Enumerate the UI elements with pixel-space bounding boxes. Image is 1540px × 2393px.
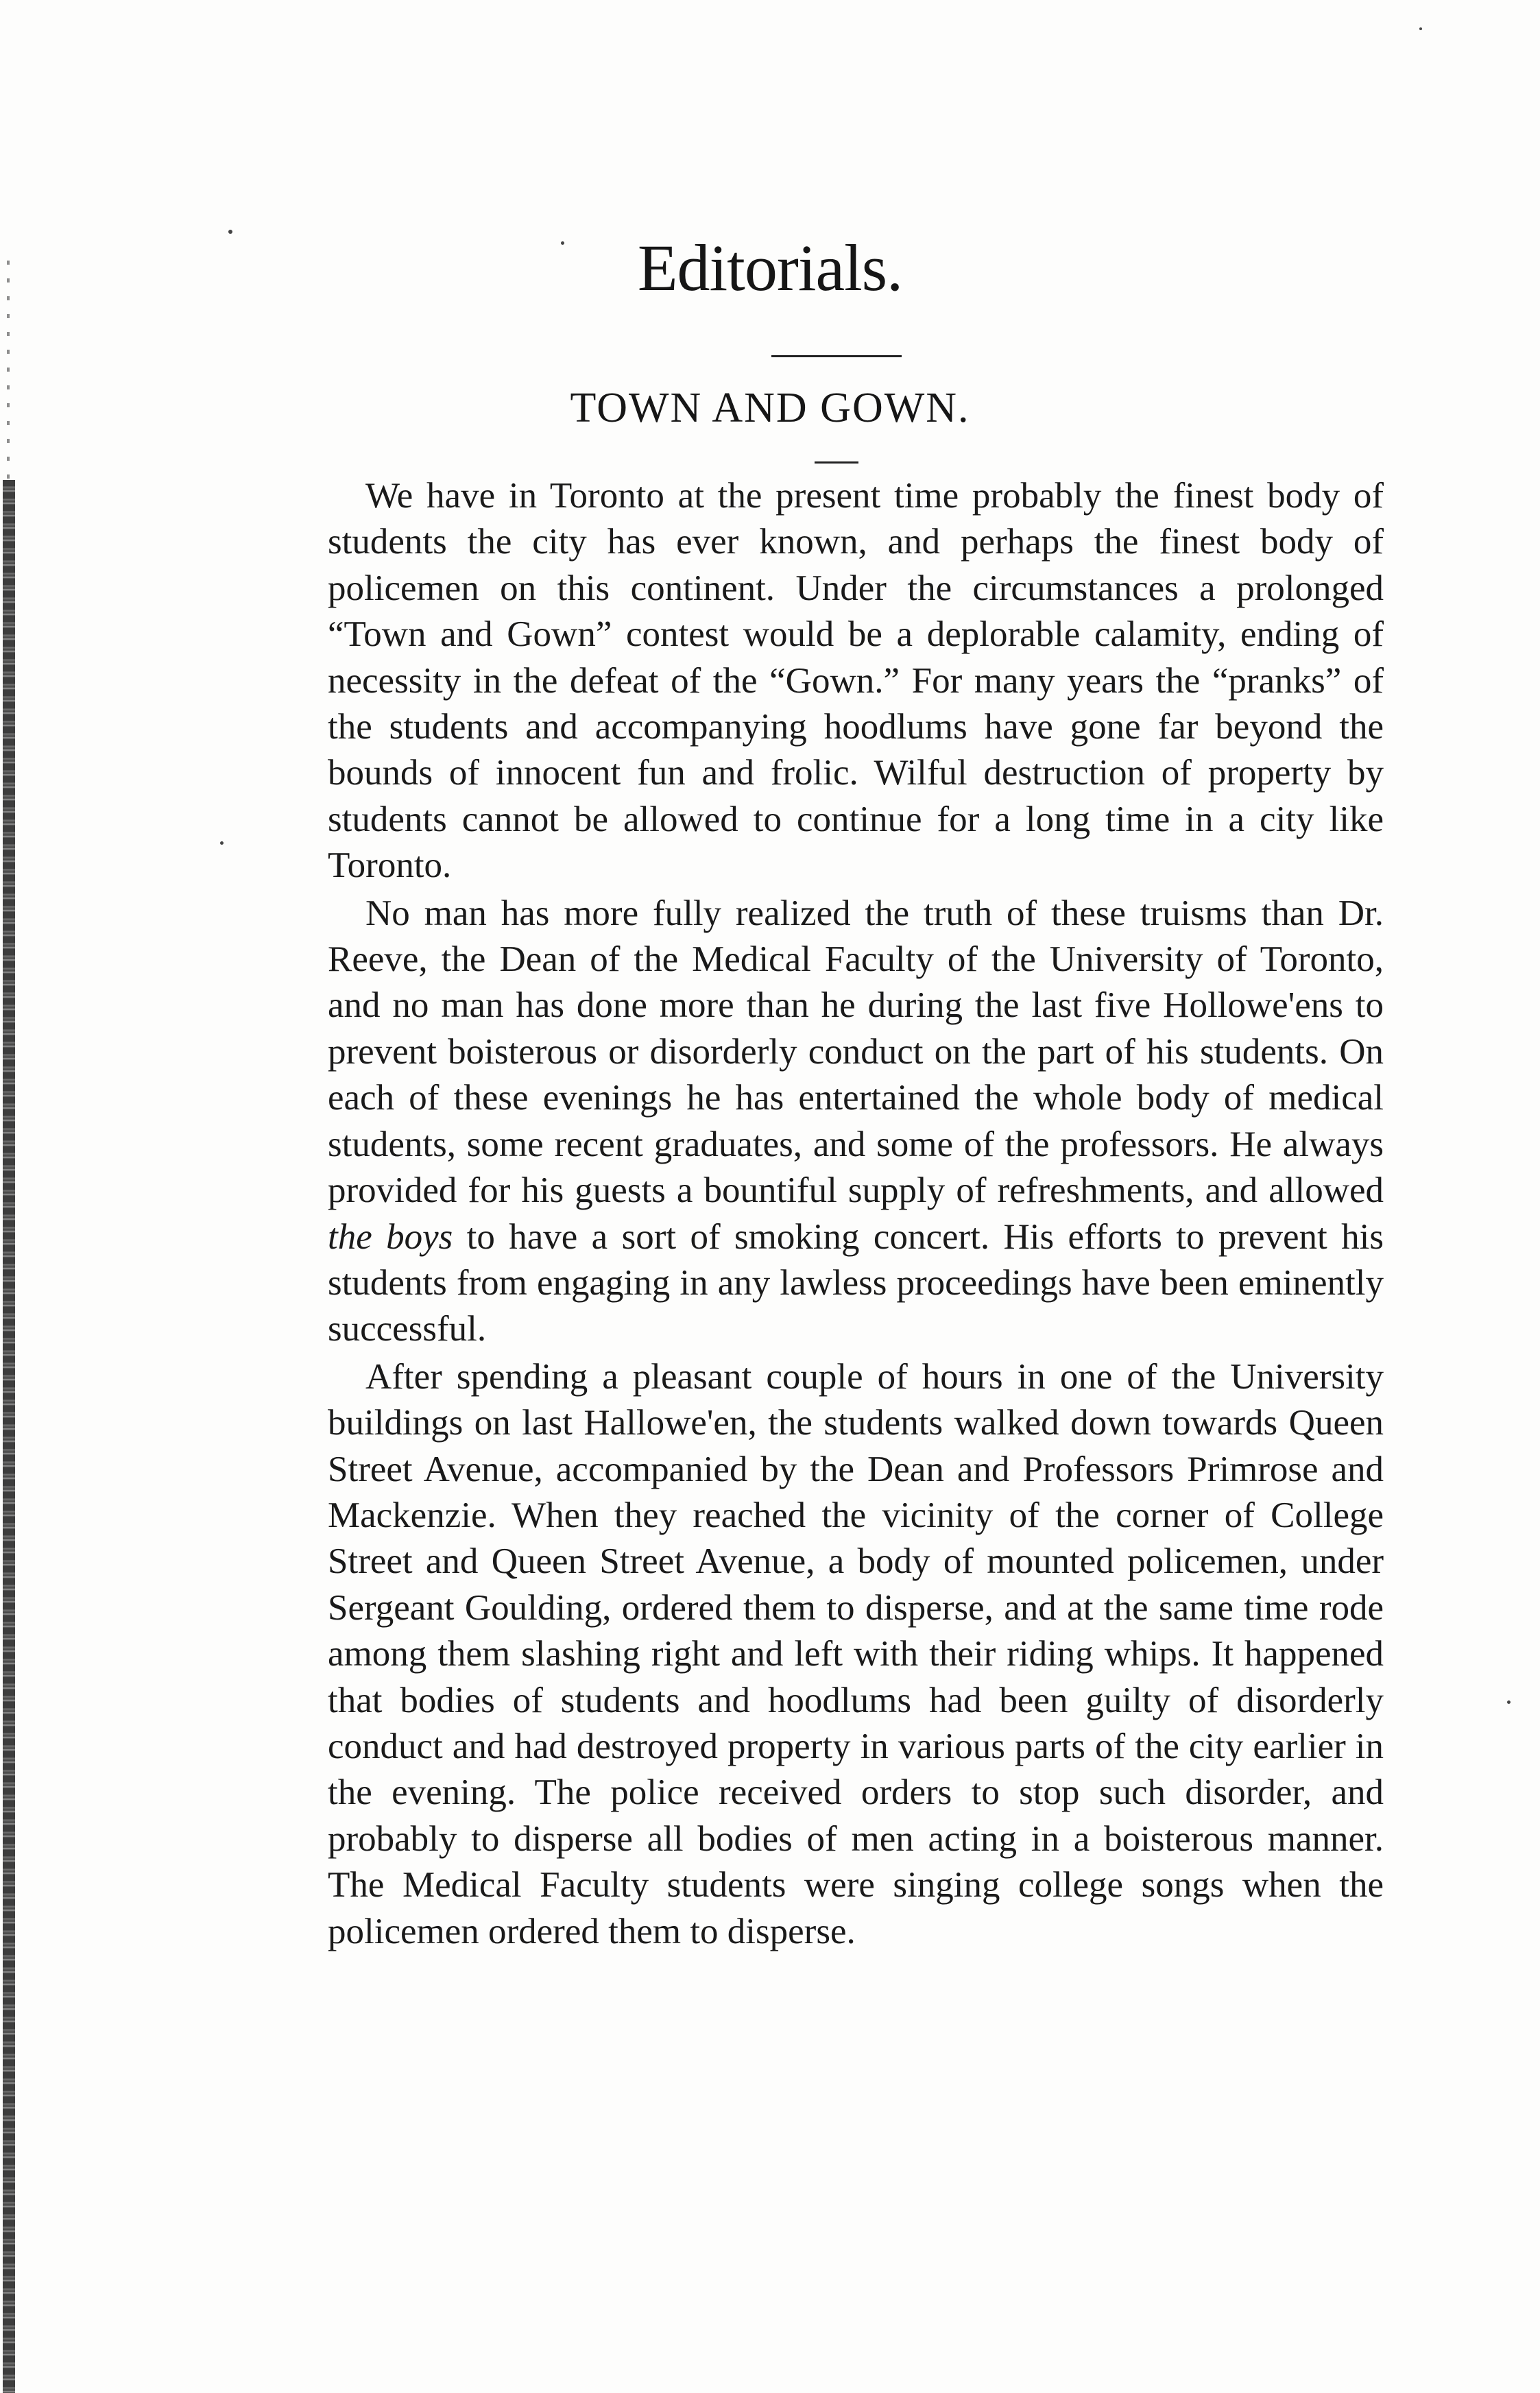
article-divider: [815, 461, 858, 464]
article-title: TOWN AND GOWN.: [570, 385, 970, 431]
paragraph-3: [328, 1354, 1384, 1955]
italic-phrase: the boys: [328, 1216, 453, 1257]
paragraph-2: [328, 891, 1384, 1353]
paragraph-1: [328, 473, 1384, 889]
binding-edge: [3, 480, 15, 2393]
scan-speck: [220, 841, 224, 845]
title-divider: [771, 355, 902, 357]
scan-speck: [1419, 27, 1422, 30]
section-title: Editorials.: [637, 231, 903, 304]
paragraph-text: After spending a pleasant couple of hours in one of the University buildings on last Hallowe'en, the students walked down towards Queen Street Avenue, accompanied by the Dean and Professors Primrose and Mackenzie. When they reached the vicinity of the corner of College Street and Queen Street Avenue, a body of mounted policemen, under Sergeant Goulding, ordered them to disperse, and at the same time rode among them slashing right and left with their riding whips. It happened that bodies of students and hoodlums had been guilty of disorderly conduct and had destroyed property in various parts of the city earlier in the evening. The police received orders to stop such disorder, and probably to disperse all bodies of men acting in a boisterous manner. The Medical Faculty students were singing college songs when the policemen ordered them to disperse.: [328, 1356, 1384, 1951]
article-body: [328, 473, 1384, 1955]
scan-speck: [1507, 1700, 1511, 1704]
paragraph-text: No man has more fully realized the truth of these truisms than Dr. Reeve, the Dean of the Medical Faculty of the University of Toronto, and no man has done more than he during the last five Hollowe'ens to prevent boisterous or disorderly conduct on the part of his students. On each of these evenings he has entertained the whole body of medical students, some recent graduates, and some of the professors. He always provided for his guests a bountiful supply of refreshments, and allowed: [328, 893, 1384, 1211]
paragraph-text: to have a sort of smoking concert. His efforts to prevent his students from engaging in any lawless proceedings have been eminently successful.: [328, 1216, 1384, 1349]
paragraph-text: We have in Toronto at the present time probably the finest body of students the city has ever known, and perhaps the finest body of policemen on this continent. Under the circumstances a prolonged “Town and Gown” contest would be a deplorable calamity, ending of necessity in the defeat of the “Gown.” For many years the “pranks” of the students and accompanying hoodlums have gone far beyond the bounds of innocent fun and frolic. Wilful destruction of property by students cannot be allowed to continue for a long time in a city like Toronto.: [328, 476, 1384, 886]
